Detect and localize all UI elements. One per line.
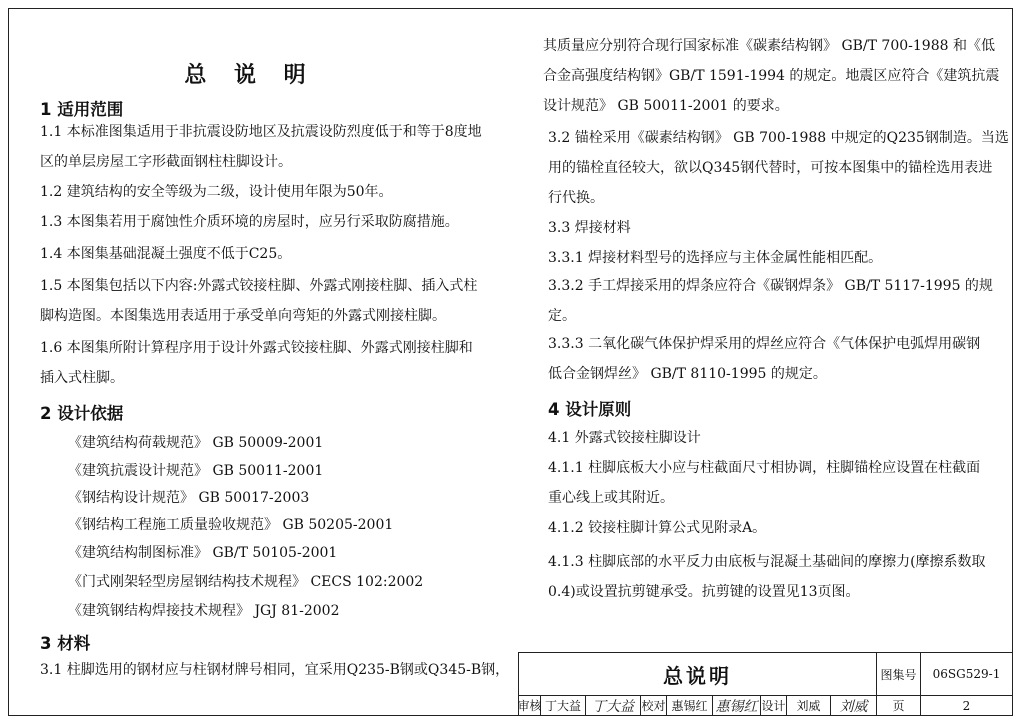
paragraph-1-5-line1: 1.5 本图集包括以下内容:外露式铰接柱脚、外露式刚接柱脚、插入式柱 [40,278,478,294]
reference-item: 《门式刚架轻型房屋钢结构技术规程》 CECS 102:2002 [68,574,424,590]
paragraph-4-1-1-line1: 4.1.1 柱脚底板大小应与柱截面尺寸相协调，柱脚锚栓应设置在柱截面 [548,460,981,476]
reviewer-name: 丁大益 [541,696,586,716]
page-number: 2 [921,696,1013,716]
atlas-number: 06SG529-1 [921,653,1013,696]
paragraph-1-1-line2: 区的单层房屋工字形截面钢柱柱脚设计。 [40,154,292,170]
paragraph-3-2-line2: 用的锚栓直径较大，欲以Q345钢代替时，可按本图集中的锚栓选用表进 [548,160,993,176]
paragraph-4-1: 4.1 外露式铰接柱脚设计 [548,430,701,446]
reference-item: 《建筑结构制图标准》 GB/T 50105-2001 [68,545,338,561]
paragraph-1-5-line2: 脚构造图。本图集选用表适用于承受单向弯矩的外露式刚接柱脚。 [40,308,446,324]
paragraph-3-2-line1: 3.2 锚栓采用《碳素结构钢》 GB 700-1988 中规定的Q235钢制造。当选 [548,130,1009,146]
paragraph-3-3-2-line1: 3.3.2 手工焊接采用的焊条应符合《碳钢焊条》 GB/T 5117-1995 的规 [548,278,993,294]
reference-item: 《建筑抗震设计规范》 GB 50011-2001 [68,463,324,479]
checker-name: 惠锡红 [667,696,713,716]
reviewer-signature: 丁大益 [586,696,641,716]
paragraph-3-3: 3.3 焊接材料 [548,220,631,236]
paragraph-3-1-line4: 设计规范》 GB 50011-2001 的要求。 [543,98,789,114]
paragraph-3-3-1: 3.3.1 焊接材料型号的选择应与主体金属性能相匹配。 [548,250,883,266]
paragraph-1-6-line1: 1.6 本图集所附计算程序用于设计外露式铰接柱脚、外露式刚接柱脚和 [40,340,473,356]
atlas-label: 图集号 [877,653,921,696]
section-3-heading: 3 材料 [40,634,91,653]
design-label: 设计 [761,696,787,716]
paragraph-3-3-3-line2: 低合金钢焊丝》 GB/T 8110-1995 的规定。 [548,366,827,382]
reference-item: 《钢结构设计规范》 GB 50017-2003 [68,490,310,506]
designer-signature: 刘威 [831,696,877,716]
paragraph-4-1-3-line2: 0.4)或设置抗剪键承受。抗剪键的设置见13页图。 [548,584,860,600]
section-4-heading: 4 设计原则 [548,400,632,419]
review-label: 审核 [519,696,541,716]
paragraph-4-1-3-line1: 4.1.3 柱脚底部的水平反力由底板与混凝土基础间的摩擦力(摩擦系数取 [548,554,986,570]
check-label: 校对 [641,696,667,716]
paragraph-4-1-1-line2: 重心线上或其附近。 [548,490,674,506]
paragraph-3-2-line3: 行代换。 [548,190,604,206]
checker-signature: 惠锡红 [713,696,761,716]
page-title: 总 说 明 [184,63,316,88]
reference-item: 《钢结构工程施工质量验收规范》 GB 50205-2001 [68,517,394,533]
drawing-name: 总说明 [519,653,877,696]
paragraph-3-1-line2: 其质量应分别符合现行国家标准《碳素结构钢》 GB/T 700-1988 和《低 [543,38,995,54]
paragraph-1-3: 1.3 本图集若用于腐蚀性介质环境的房屋时，应另行采取防腐措施。 [40,214,459,230]
paragraph-3-1-line3: 合金高强度结构钢》GB/T 1591-1994 的规定。地震区应符合《建筑抗震 [543,68,1000,84]
paragraph-1-4: 1.4 本图集基础混凝土强度不低于C25。 [40,246,292,262]
paragraph-3-3-3-line1: 3.3.3 二氧化碳气体保护焊采用的焊丝应符合《气体保护电弧焊用碳钢 [548,336,981,352]
section-1-heading: 1 适用范围 [40,100,124,119]
designer-name: 刘威 [787,696,831,716]
paragraph-1-1-line1: 1.1 本标准图集适用于非抗震设防地区及抗震设防烈度低于和等于8度地 [40,124,482,140]
paragraph-3-1-line1: 3.1 柱脚选用的钢材应与柱钢材牌号相同，宜采用Q235-B钢或Q345-B钢， [40,662,510,678]
section-2-heading: 2 设计依据 [40,404,124,423]
paragraph-4-1-2: 4.1.2 铰接柱脚计算公式见附录A。 [548,520,767,536]
paragraph-1-2: 1.2 建筑结构的安全等级为二级，设计使用年限为50年。 [40,184,393,200]
title-block [518,652,1013,716]
page-label: 页 [877,696,921,716]
reference-item: 《建筑结构荷载规范》 GB 50009-2001 [68,435,324,451]
paragraph-1-6-line2: 插入式柱脚。 [40,370,124,386]
reference-item: 《建筑钢结构焊接技术规程》 JGJ 81-2002 [68,603,340,619]
paragraph-3-3-2-line2: 定。 [548,308,576,324]
